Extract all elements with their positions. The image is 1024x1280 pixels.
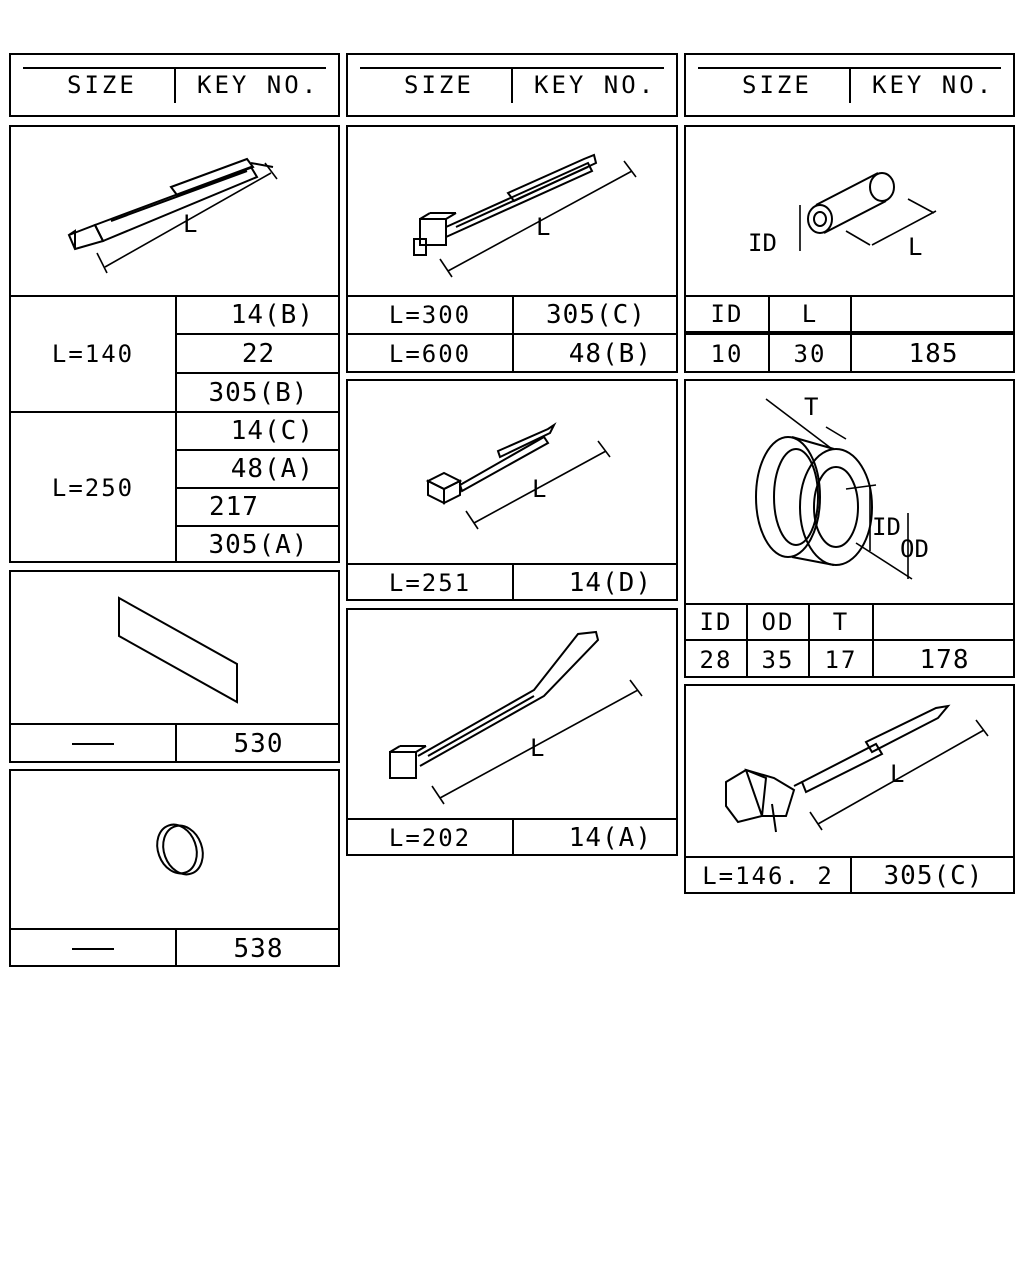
key-14c: 14(C): [175, 411, 340, 449]
grommet-illustration: [686, 381, 1017, 603]
val-id: 10: [686, 331, 768, 373]
key-305b: 305(B): [175, 372, 340, 411]
key-178: 178: [872, 639, 1015, 678]
key-14b: 14(B): [175, 295, 340, 333]
dim-l-label: L: [890, 760, 905, 788]
dim-l-label: L: [532, 475, 547, 503]
header-key-label: KEY NO.: [197, 71, 320, 99]
key-530: 530: [175, 723, 340, 763]
panel-cable-tie-c: [346, 379, 678, 601]
t-label: T: [804, 393, 819, 421]
panel-cable-tie-b: [346, 125, 678, 373]
key-22: 22: [175, 333, 340, 372]
col-od: OD: [746, 603, 808, 639]
cable-tie-d-illustration: [348, 610, 680, 818]
size-l251: L=251: [348, 563, 512, 601]
header-col2: [346, 53, 678, 117]
size-none: [11, 723, 175, 763]
key-305c: 305(C): [512, 295, 678, 333]
id-label: ID: [872, 513, 901, 541]
col-id: ID: [686, 295, 768, 331]
clip-tie-illustration: [686, 686, 1017, 856]
panel-grommet: [684, 379, 1015, 678]
col-t: T: [808, 603, 872, 639]
panel-sheet: [9, 570, 340, 763]
size-l250: L=250: [11, 411, 175, 563]
size-l600: L=600: [348, 333, 512, 373]
header-size-label: SIZE: [742, 71, 812, 99]
size-l202: L=202: [348, 818, 512, 856]
col-key: [872, 603, 1015, 639]
val-t: 17: [808, 639, 872, 678]
key-305c: 305(C): [850, 856, 1015, 894]
col-id: ID: [686, 603, 746, 639]
val-od: 35: [746, 639, 808, 678]
panel-cable-tie-a: [9, 125, 340, 563]
panel-cable-tie-d: [346, 608, 678, 856]
key-48a: 48(A): [175, 449, 340, 487]
dash-mark: [72, 743, 114, 745]
od-label: OD: [900, 535, 929, 563]
dash-mark: [72, 948, 114, 950]
sheet-illustration: [11, 572, 342, 722]
header-size-label: SIZE: [404, 71, 474, 99]
col-key: [850, 295, 1015, 331]
header-key-label: KEY NO.: [534, 71, 657, 99]
dim-l-label: L: [536, 213, 551, 241]
key-14d: 14(D): [512, 563, 678, 601]
key-305a: 305(A): [175, 525, 340, 563]
dim-l-label: L: [183, 210, 198, 238]
key-538: 538: [175, 928, 340, 967]
size-none: [11, 928, 175, 967]
size-l146-2: L=146. 2: [686, 856, 850, 894]
key-48b: 48(B): [512, 333, 678, 373]
key-14a: 14(A): [512, 818, 678, 856]
val-id: 28: [686, 639, 746, 678]
header-size-label: SIZE: [67, 71, 137, 99]
panel-clip-tie: [684, 684, 1015, 894]
cable-tie-a-illustration: [11, 127, 342, 297]
tube-illustration: [686, 127, 1017, 297]
header-col1: [9, 53, 340, 117]
key-185: 185: [850, 331, 1015, 373]
size-l140: L=140: [11, 295, 175, 411]
val-l: 30: [768, 331, 850, 373]
col-l: L: [768, 295, 850, 331]
key-217: 217: [175, 487, 340, 525]
cable-tie-c-illustration: [348, 381, 680, 561]
disc-illustration: [11, 771, 342, 928]
cable-tie-b-illustration: [348, 127, 680, 297]
header-col3: [684, 53, 1015, 117]
size-l300: L=300: [348, 295, 512, 333]
dim-l-label: L: [530, 734, 545, 762]
panel-tube: [684, 125, 1015, 373]
l-label: L: [908, 233, 923, 261]
panel-disc: [9, 769, 340, 967]
id-label: ID: [748, 229, 777, 257]
header-key-label: KEY NO.: [872, 71, 995, 99]
